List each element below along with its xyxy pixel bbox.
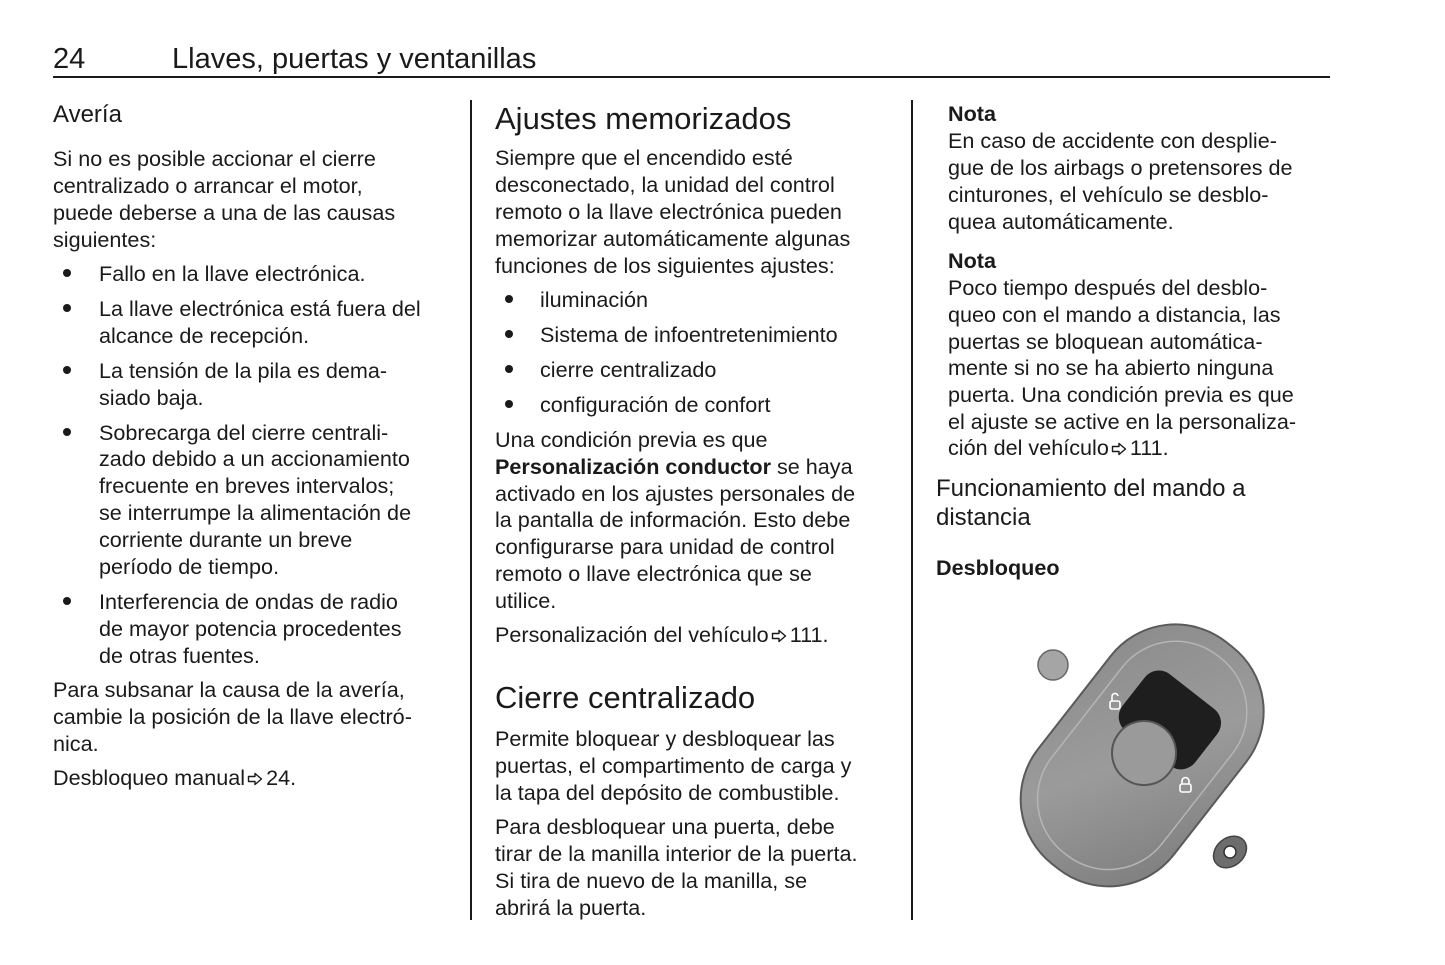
cross-reference-link[interactable]	[948, 434, 1169, 461]
note-line: puerta. Una condición previa es que	[948, 382, 1294, 407]
bullet-icon	[505, 365, 513, 373]
paragraph-line: abrirá la puerta.	[495, 895, 647, 920]
paragraph-line: Para subsanar la causa de la avería,	[53, 677, 405, 702]
paragraph-line: remoto o llave electrónica que se	[495, 561, 812, 586]
bullet-line: corriente durante un breve	[99, 527, 353, 552]
key-ring-hole-icon	[1207, 830, 1253, 875]
page-reference-arrow-icon	[771, 629, 787, 643]
note-line: puertas se bloquean automática-	[948, 329, 1263, 354]
subheading-desbloqueo: Desbloqueo	[936, 555, 1060, 580]
paragraph-line: centralizado o arrancar el motor,	[53, 173, 363, 198]
paragraph-line: la tapa del depósito de combustible.	[495, 780, 840, 805]
column-divider	[470, 100, 472, 920]
paragraph-line: funciones de los siguientes ajustes:	[495, 253, 835, 278]
section-heading-line: Funcionamiento del mando a	[936, 475, 1246, 502]
note-label: Nota	[948, 101, 996, 126]
paragraph-line: utilice.	[495, 588, 557, 613]
paragraph-line: Para desbloquear una puerta, debe	[495, 814, 835, 839]
column-divider	[911, 100, 913, 920]
bullet-icon	[63, 428, 71, 436]
note-line: gue de los airbags o pretensores de	[948, 155, 1293, 180]
paragraph-line: la pantalla de información. Esto debe	[495, 507, 851, 532]
cross-reference-link[interactable]	[495, 621, 829, 648]
bullet-icon	[505, 295, 513, 303]
setting-name: Personalización conductor	[495, 454, 771, 479]
paragraph-text: se haya	[770, 454, 853, 479]
note-line: quea automáticamente.	[948, 209, 1174, 234]
bullet-line: Interferencia de ondas de radio	[99, 589, 398, 614]
note-label: Nota	[948, 248, 996, 273]
bullet-icon	[505, 400, 513, 408]
reference-page: 111.	[1129, 435, 1169, 460]
cross-reference-link[interactable]	[53, 764, 296, 791]
paragraph-line: Permite bloquear y desbloquear las	[495, 726, 835, 751]
bullet-icon	[63, 597, 71, 605]
reference-page: 111.	[789, 622, 829, 647]
paragraph-line: puertas, el compartimento de carga y	[495, 753, 852, 778]
bullet-line: zado debido a un accionamiento	[99, 446, 410, 471]
note-line: En caso de accidente con desplie-	[948, 128, 1277, 153]
bullet-line: iluminación	[540, 287, 649, 312]
bullet-line: se interrumpe la alimentación de	[99, 500, 412, 525]
paragraph-line: tirar de la manilla interior de la puerta.	[495, 841, 858, 866]
bullet-line: alcance de recepción.	[99, 323, 310, 348]
page-reference-arrow-icon	[1111, 442, 1127, 456]
bullet-icon	[63, 366, 71, 374]
note-line: queo con el mando a distancia, las	[948, 302, 1281, 327]
bullet-line: La tensión de la pila es dema-	[99, 358, 388, 383]
paragraph-line: activado en los ajustes personales de	[495, 481, 856, 506]
paragraph-line: Si no es posible accionar el cierre	[53, 146, 376, 171]
reference-text: Desbloqueo manual	[53, 765, 246, 790]
note-line: cinturones, el vehículo se desblo-	[948, 182, 1269, 207]
note-line: Poco tiempo después del desblo-	[948, 275, 1268, 300]
paragraph-line: desconectado, la unidad del control	[495, 172, 835, 197]
bullet-line: de otras fuentes.	[99, 643, 260, 668]
paragraph-line: Si tira de nuevo de la manilla, se	[495, 868, 808, 893]
bullet-line: Fallo en la llave electrónica.	[99, 261, 366, 286]
chapter-title: Llaves, puertas y ventanillas	[172, 43, 537, 75]
release-button-icon	[1038, 650, 1068, 680]
reference-text: ción del vehículo	[948, 435, 1109, 460]
paragraph-line: remoto o la llave electrónica pueden	[495, 199, 842, 224]
paragraph-line: cambie la posición de la llave electró-	[53, 704, 412, 729]
section-heading-line: distancia	[936, 504, 1031, 531]
paragraph-line: Siempre que el encendido esté	[495, 145, 793, 170]
paragraph-line: puede deberse a una de las causas	[53, 200, 396, 225]
note-line: el ajuste se active en la personaliza-	[948, 409, 1297, 434]
bullet-line: Sistema de infoentretenimiento	[540, 322, 838, 347]
paragraph-line: memorizar automáticamente algunas	[495, 226, 851, 251]
bullet-icon	[505, 330, 513, 338]
key-fob-illustration	[995, 612, 1290, 897]
paragraph-line: configurarse para unidad de control	[495, 534, 835, 559]
section-heading-cierre-centralizado: Cierre centralizado	[495, 680, 756, 715]
paragraph-line: siguientes:	[53, 227, 157, 252]
bullet-line: Sobrecarga del cierre centrali-	[99, 420, 389, 445]
paragraph-line: nica.	[53, 731, 99, 756]
bullet-line: de mayor potencia procedentes	[99, 616, 402, 641]
header-rule	[53, 76, 1330, 78]
page-number: 24	[53, 43, 86, 75]
bullet-line: cierre centralizado	[540, 357, 717, 382]
bullet-line: configuración de confort	[540, 392, 771, 417]
paragraph-line: Una condición previa es que	[495, 427, 768, 452]
reference-page: 24.	[266, 765, 297, 790]
note-line: mente si no se ha abierto ninguna	[948, 355, 1274, 380]
bullet-line: frecuente en breves intervalos;	[99, 473, 395, 498]
bullet-line: período de tiempo.	[99, 554, 280, 579]
section-heading-ajustes-memorizados: Ajustes memorizados	[495, 101, 792, 136]
reference-text: Personalización del vehículo	[495, 622, 769, 647]
paragraph-line	[495, 453, 853, 480]
bullet-line: siado baja.	[99, 385, 204, 410]
section-heading-averia: Avería	[53, 101, 122, 128]
bullet-icon	[63, 269, 71, 277]
bullet-icon	[63, 304, 71, 312]
page-reference-arrow-icon	[247, 772, 263, 786]
bullet-line: La llave electrónica está fuera del	[99, 296, 421, 321]
